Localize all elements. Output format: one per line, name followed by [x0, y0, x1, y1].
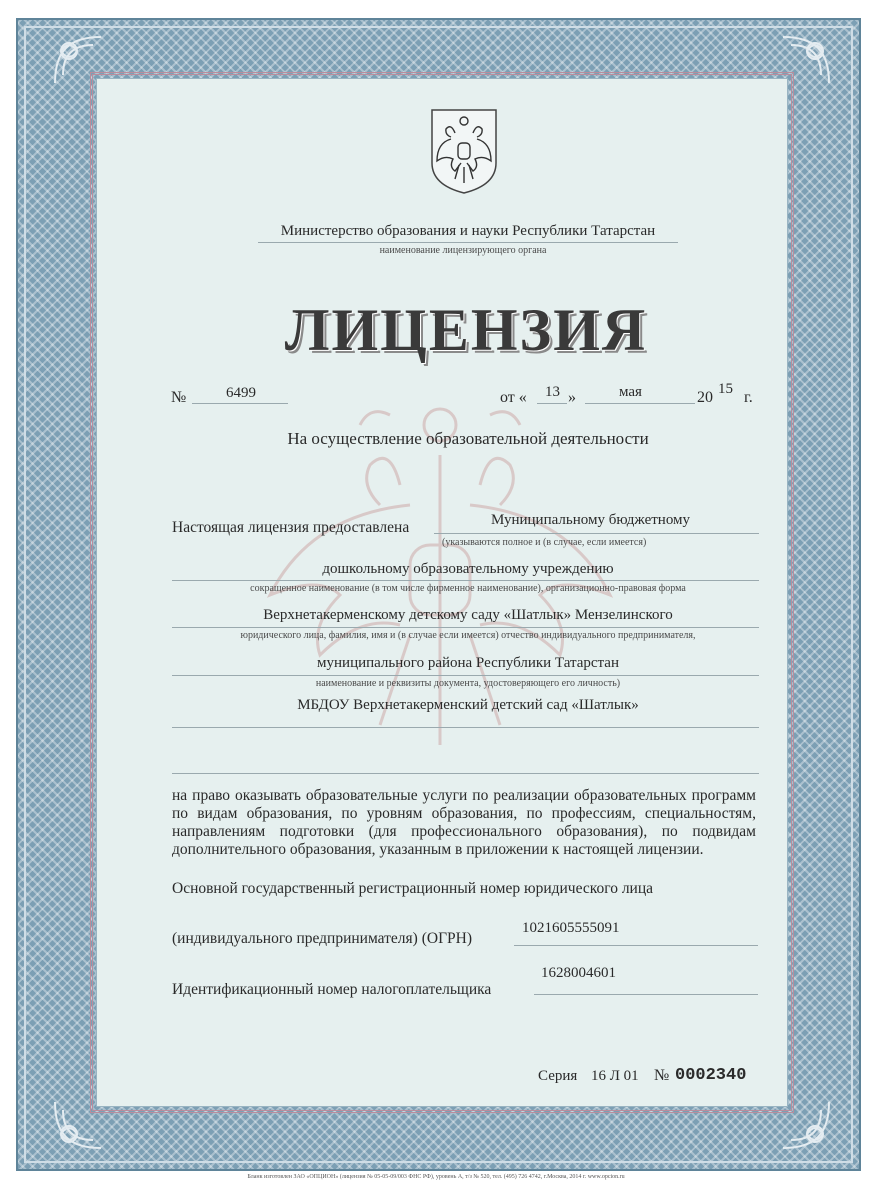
year-suffix: 15 [718, 381, 733, 397]
inn-label: Идентификационный номер налогоплательщика [172, 981, 492, 998]
licensee-underline-2 [172, 580, 759, 581]
ogrn-value: 1021605555091 [522, 920, 620, 936]
licensee-underline-3 [172, 627, 759, 628]
series-value: 16 Л 01 [591, 1068, 639, 1084]
licensee-underline-4 [172, 675, 759, 676]
month-underline [585, 403, 695, 404]
licensee-line-4: муниципального района Республики Татарстан [317, 655, 619, 671]
issuer-caption: наименование лицензирующего органа [379, 245, 547, 256]
ogrn-label-1: Основной государственный регистрационный номер юридического лица [172, 880, 654, 897]
date-prefix: от « [500, 389, 527, 406]
coat-of-arms-icon [429, 107, 499, 195]
licensee-caption-3: юридического лица, фамилия, имя и (в случае если имеется) отчество индивидуального предпринимателя, [240, 630, 696, 641]
inn-value: 1628004601 [541, 965, 616, 981]
number-underline [192, 403, 288, 404]
date-day: 13 [545, 384, 560, 400]
issuer-name: Министерство образования и науки Республики Татарстан [280, 223, 656, 239]
document-title: ЛИЦЕНЗИЯ [284, 297, 648, 363]
licensee-line-2: дошкольному образовательному учреждению [322, 561, 614, 577]
scroll-ornament-icon [777, 31, 835, 89]
issuer-underline [258, 242, 678, 243]
licensee-caption-1: (указываются полное и (в случае, если имеется) [442, 537, 647, 548]
date-close: » [568, 389, 576, 406]
licensee-line-3: Верхнетакерменскому детскому саду «Шатлык» Мензелинского [263, 607, 673, 623]
print-footer: Бланк изготовлен ЗАО «ОПЦИОН» (лицензия № 05-05-09/003 ФНС РФ), уровень А, т/з № 520, тел. (495) 726 4742, г.Москва, 2014 г. www.opcion.ru [247, 1174, 625, 1180]
ogrn-underline [514, 945, 758, 946]
inn-underline [534, 994, 758, 995]
scroll-ornament-icon [49, 31, 107, 89]
licensee-underline-1 [434, 533, 759, 534]
day-underline [537, 403, 567, 404]
scroll-ornament-icon [777, 1096, 835, 1154]
licensee-caption-4: наименование и реквизиты документа, удостоверяющего его личность) [315, 678, 621, 689]
rights-paragraph: на право оказывать образовательные услуги по реализации образовательных программ по видам образования, по уровням образования, по профессиям, специальностям, направлениям подготовки (для профессионального образования), по подвидам дополнительного образования, указанным в приложении к настоящей лицензии. [172, 787, 756, 858]
licensee-underline-6 [172, 773, 759, 774]
blank-serial-number: 0002340 [675, 1066, 747, 1085]
licensee-caption-2: сокращенное наименование (в том числе фирменное наименование), организационно-правовая форма [250, 583, 686, 594]
year-prefix: 20 [697, 389, 713, 406]
year-unit: г. [744, 389, 753, 406]
date-month: мая [619, 384, 642, 400]
ogrn-label-2: (индивидуального предпринимателя) (ОГРН) [172, 930, 473, 947]
licensee-underline-5 [172, 727, 759, 728]
license-number: 6499 [226, 385, 256, 401]
number-label: № [171, 389, 187, 406]
series-label: Серия [538, 1068, 578, 1084]
licensee-intro: Настоящая лицензия предоставлена [172, 519, 410, 536]
license-purpose: На осуществление образовательной деятельности [287, 429, 649, 448]
series-number-label: № [654, 1067, 670, 1084]
scroll-ornament-icon [49, 1096, 107, 1154]
licensee-line-1: Муниципальному бюджетному [491, 512, 691, 528]
licensee-line-5: МБДОУ Верхнетакерменский детский сад «Шатлык» [297, 697, 639, 713]
